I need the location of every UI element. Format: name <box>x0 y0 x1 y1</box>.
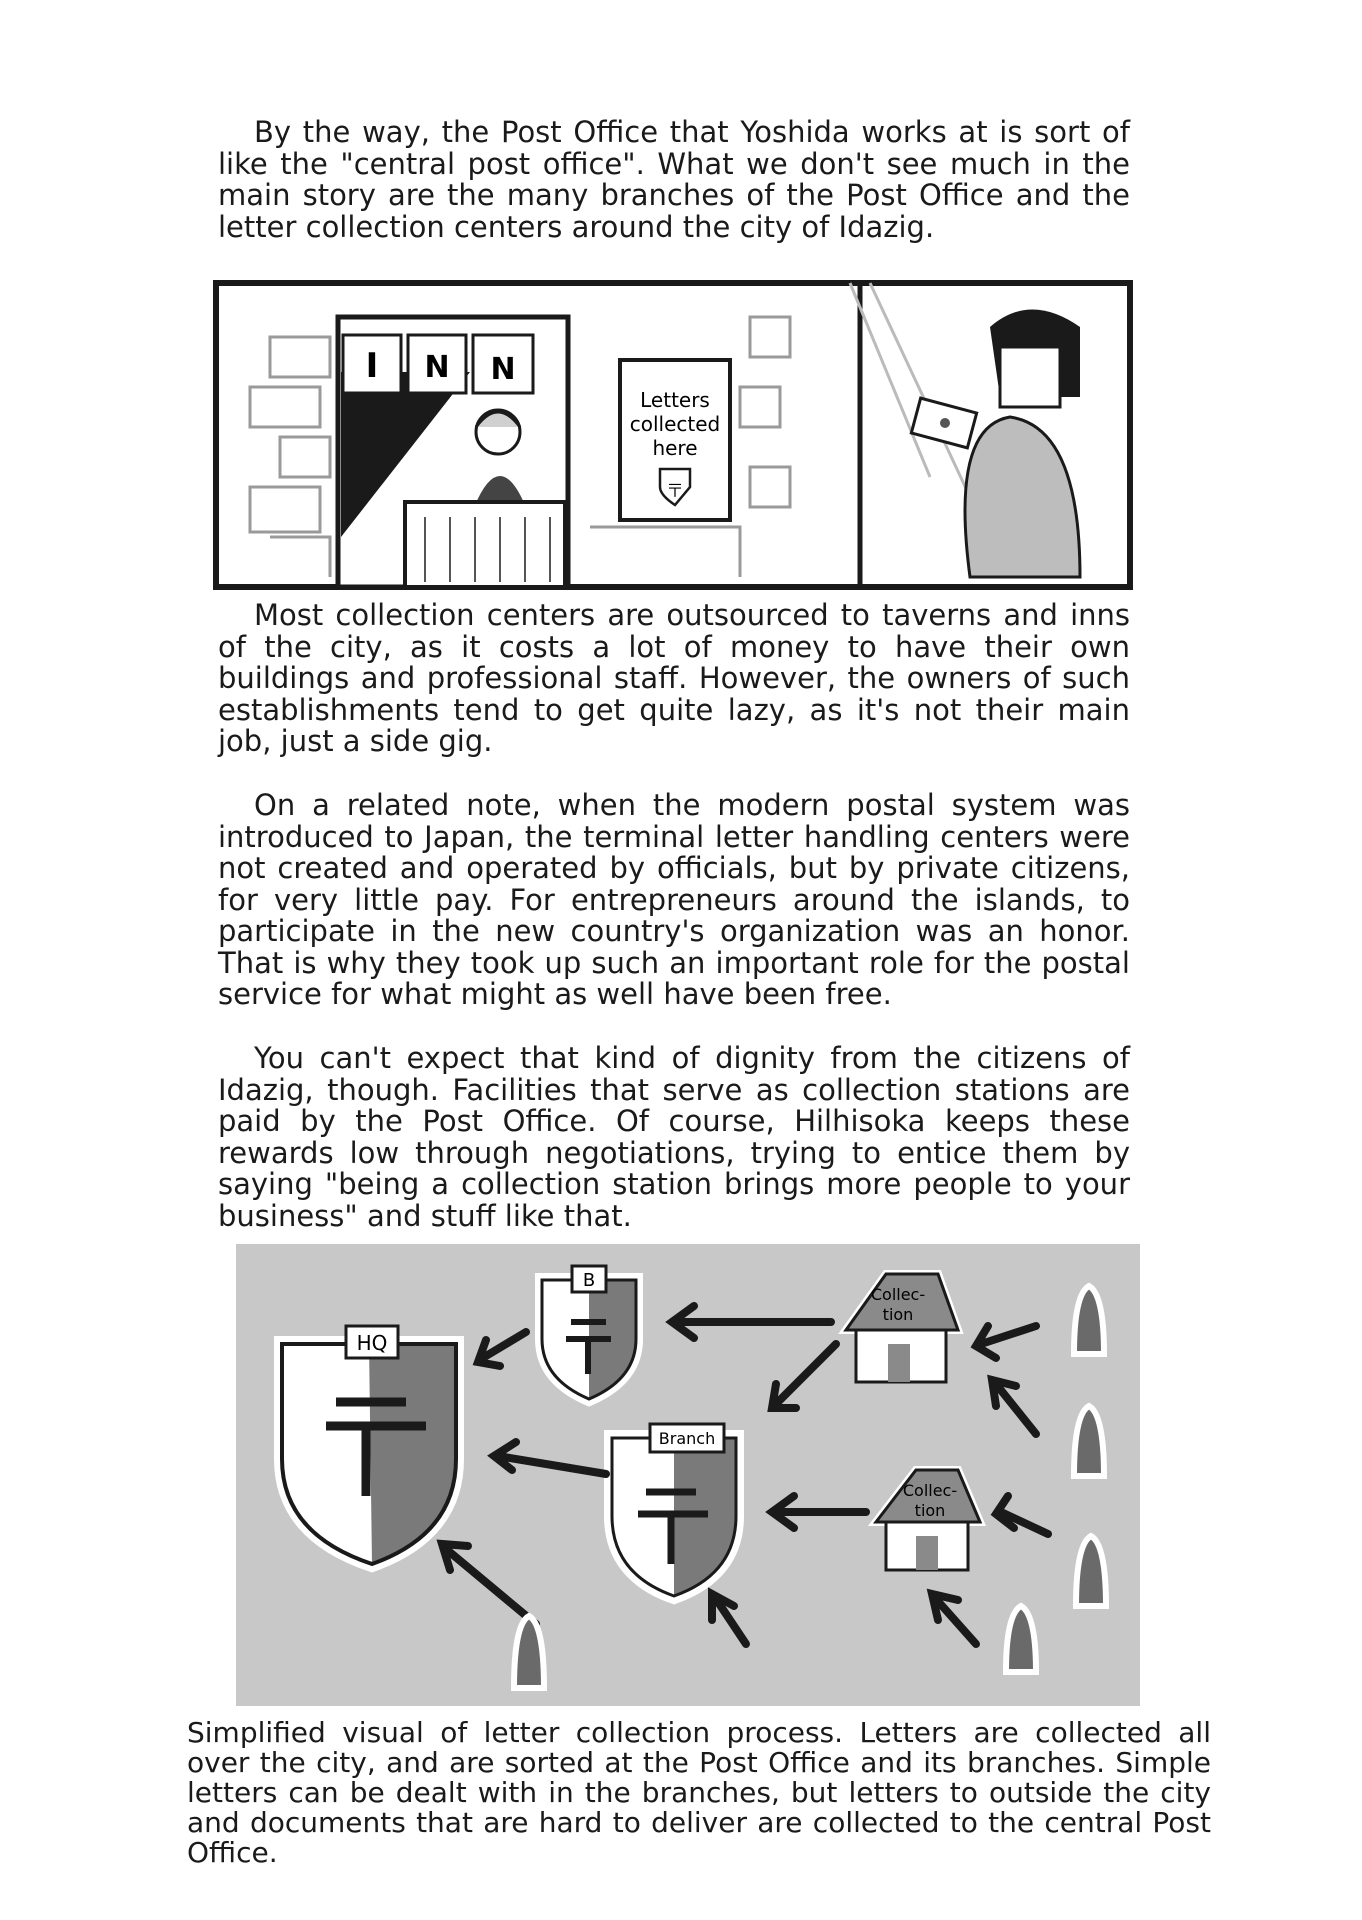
branch-shield <box>612 1424 736 1596</box>
paragraph-intro <box>218 117 1130 243</box>
paragraph-outsourcing-text: Most collection centers are outsourced to taverns and inns of the city, as it costs a lot of money to have their own buildings and professional staff. However, the owners of such establishments tend to get quite lazy, as it's not their main job, just a side gig. <box>218 598 1130 758</box>
collection-label-1a: Collec- <box>870 1285 926 1304</box>
paragraph-idazig <box>218 1043 1130 1232</box>
diagram-caption: Simplified visual of letter collection process. Letters are collected all over the city, and are sorted at the Post Office and its branches. Simple letters can be dealt with in the branches, but letters to outside the city and documents that are hard to deliver are collected to the central Post Office. <box>187 1716 1211 1869</box>
banner-letter-1: I <box>365 346 379 386</box>
hq-label: HQ <box>356 1331 388 1355</box>
branch-small-label: B <box>582 1270 596 1291</box>
paragraph-japan-history-text: On a related note, when the modern postal system was introduced to Japan, the terminal letter handling centers were not created and operated by officials, but by private citizens, for very little pay. For entrepreneurs around the islands, to participate in the new country's organization was an honor. That is why they took up such an important role for the postal service for what might as well have been free. <box>218 788 1130 1011</box>
sign-line-3: here <box>652 436 698 460</box>
paragraph-outsourcing <box>218 600 1130 758</box>
banner-letter-3: N <box>490 352 516 387</box>
hq-shield <box>282 1326 456 1564</box>
inn-banner <box>343 335 533 393</box>
paragraph-japan-history <box>218 790 1130 1011</box>
branch-label: Branch <box>658 1429 716 1448</box>
sign-post-mark: 〒 <box>666 481 684 502</box>
collection-label-2b: tion <box>914 1501 946 1520</box>
branch-shield-b <box>542 1266 636 1399</box>
collection-label-1b: tion <box>882 1305 914 1324</box>
collection-diagram <box>236 1244 1140 1706</box>
inn-counter <box>405 502 565 587</box>
sign-line-1: Letters <box>640 388 710 412</box>
sign-line-2: collected <box>629 412 721 436</box>
banner-letter-2: N <box>424 350 450 385</box>
paragraph-idazig-text: You can't expect that kind of dignity from the citizens of Idazig, though. Facilities that serve as collection stations are paid by the Post Office. Of course, Hilhisoka keeps these rewards low through negotiations, trying to entice them by saying "being a collection station brings more people to your business" and stuff like that. <box>218 1041 1130 1233</box>
comic-panel <box>210 277 1136 595</box>
collection-label-2a: Collec- <box>902 1481 958 1500</box>
paragraph-intro-text: By the way, the Post Office that Yoshida works at is sort of like the "central post office". What we don't see much in the main story are the many branches of the Post Office and the letter collection centers around the city of Idazig. <box>218 115 1130 244</box>
